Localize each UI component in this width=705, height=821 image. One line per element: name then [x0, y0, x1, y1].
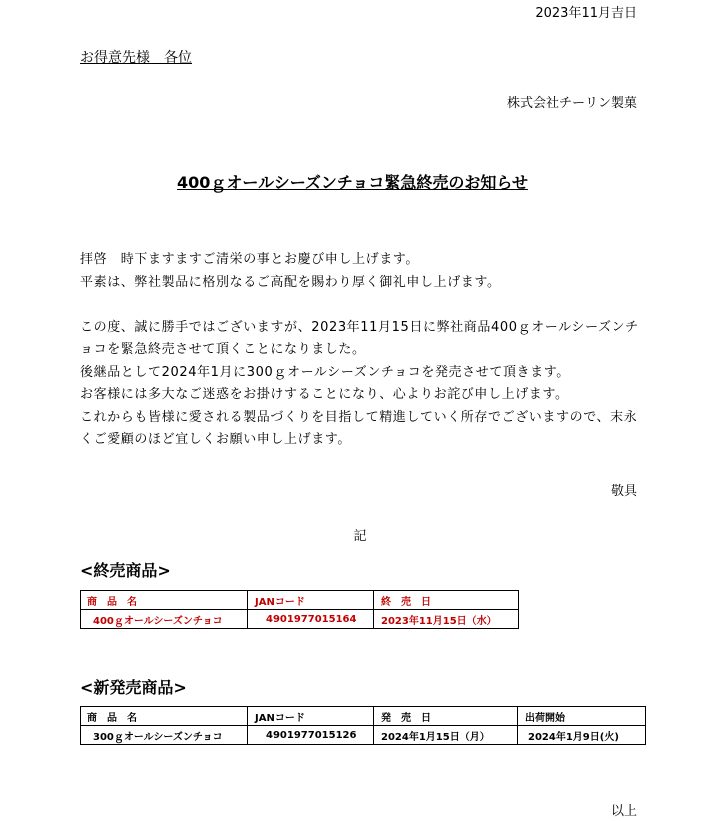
- document-title: 400ｇオールシーズンチョコ緊急終売のお知らせ: [177, 173, 528, 192]
- body-paragraph: お客様には多大なご迷惑をお掛けすることになり、心よりお詫び申し上げます。: [80, 387, 569, 402]
- new-release-heading: <新発売商品>: [80, 678, 187, 697]
- jan-code-cell: 4901977015126: [248, 726, 374, 745]
- date-cell: 2024年1月15日（月）: [374, 726, 518, 745]
- discontinued-heading: <終売商品>: [80, 561, 171, 580]
- addressee: お得意先様 各位: [80, 50, 192, 66]
- product-name-cell: 300ｇオールシーズンチョコ: [81, 726, 248, 745]
- header-cell: 出荷開始: [518, 707, 646, 726]
- product-name-cell: 400ｇオールシーズンチョコ: [81, 610, 248, 629]
- header-cell: JANコード: [248, 591, 374, 610]
- end-mark: 以上: [610, 804, 637, 819]
- body-paragraph: これからも皆様に愛される製品づくりを目指して精進していく所存でございますので、末永くご愛顧のほど宜しくお願い申し上げます。: [80, 409, 638, 447]
- document-date: 2023年11月吉日: [535, 6, 637, 21]
- jan-code-cell: 4901977015164: [248, 610, 374, 629]
- letter-body: [80, 249, 640, 452]
- header-cell: 商 品 名: [81, 591, 248, 610]
- shipping-start-cell: 2024年1月9日(火): [518, 726, 646, 745]
- greeting-line: 拝啓 時下ますますご清栄の事とお慶び申し上げます。: [80, 252, 419, 267]
- table-header-row: [81, 707, 646, 726]
- table-header-row: [81, 591, 519, 610]
- header-cell: 商 品 名: [81, 707, 248, 726]
- table-row: [81, 610, 519, 629]
- table-row: [81, 726, 646, 745]
- new-release-table: [80, 706, 646, 745]
- header-cell: 終 売 日: [374, 591, 519, 610]
- greeting-line: 平素は、弊社製品に格別なるご高配を賜わり厚く御礼申し上げます。: [80, 274, 501, 290]
- company-name: 株式会社チーリン製菓: [506, 96, 637, 111]
- discontinued-table: [80, 590, 519, 629]
- ki-mark: 記: [353, 529, 367, 544]
- header-cell: JANコード: [248, 707, 374, 726]
- body-paragraph: 後継品として2024年1月に300ｇオールシーズンチョコを発売させて頂きます。: [80, 364, 570, 380]
- date-cell: 2023年11月15日（水）: [374, 610, 519, 629]
- header-cell: 発 売 日: [374, 707, 518, 726]
- closing-word: 敬具: [610, 484, 637, 499]
- body-paragraph: この度、誠に勝手ではございますが、2023年11月15日に弊社商品400ｇオールシーズンチョコを緊急終売させて頂くことになりました。: [80, 319, 639, 357]
